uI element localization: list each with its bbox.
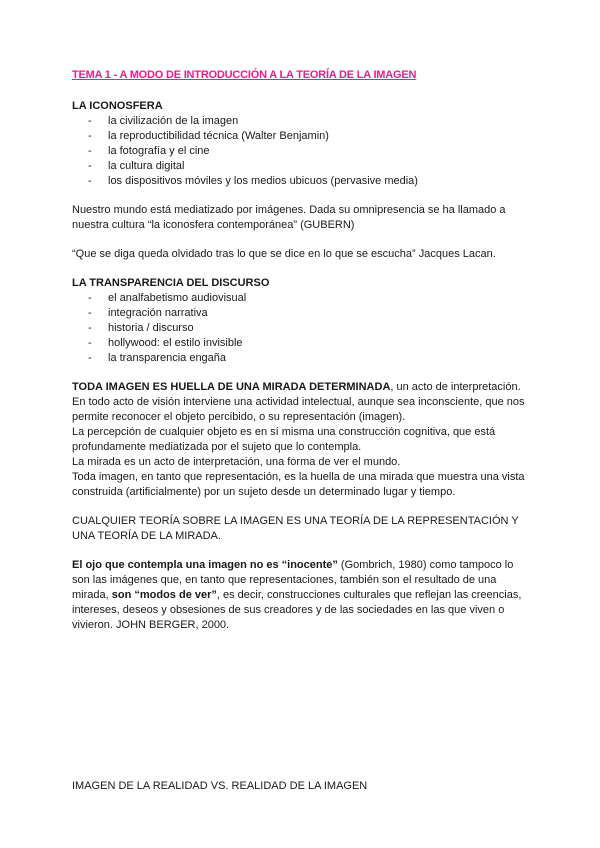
ojo-text-2: , es decir, construcciones culturales que reflejan las creencias, intereses, deseos y obsesiones de sus creadores y de las sociedades en las que viven o vivieron. JOHN BERGER, 2000. <box>72 589 522 631</box>
huella-line: Toda imagen, en tanto que representación, es la huella de una mirada que muestra una vista construida (artificialmente) por un sujeto desde un determinado lugar y tiempo. <box>72 471 525 498</box>
huella-line: En todo acto de visión interviene una actividad intelectual, aunque sea inconsciente, que nos permite reconocer el objeto percibido, o su representación (imagen). <box>72 396 525 423</box>
final-heading: IMAGEN DE LA REALIDAD VS. REALIDAD DE LA IMAGEN <box>72 780 368 792</box>
blank-space <box>72 647 532 779</box>
transparencia-list <box>72 291 532 366</box>
list-item: - el analfabetismo audiovisual <box>72 291 532 306</box>
huella-line: La percepción de cualquier objeto es en sí misma una construcción cognitiva, que está profundamente mediatizada por el sujeto que lo contempla. <box>72 426 496 453</box>
huella-line: La mirada es un acto de interpretación, una forma de ver el mundo. <box>72 456 401 468</box>
document-title: TEMA 1 - A MODO DE INTRODUCCIÓN A LA TEORÍA DE LA IMAGEN <box>72 69 417 81</box>
ojo-bold-2: son “modos de ver” <box>111 589 217 601</box>
list-item: - la reproductibilidad técnica (Walter Benjamin) <box>72 129 532 144</box>
huella-bold-lead: TODA IMAGEN ES HUELLA DE UNA MIRADA DETERMINADA <box>72 381 391 393</box>
list-item: - hollywood: el estilo invisible <box>72 336 532 351</box>
list-item: - la transparencia engaña <box>72 351 532 366</box>
ojo-bold-1: El ojo que contempla una imagen no es “inocente” <box>72 559 338 571</box>
paragraph-mundo: Nuestro mundo está mediatizado por imágenes. Dada su omnipresencia se ha llamado a nuestra cultura “la iconosfera contemporánea” (GUBERN) <box>72 204 506 231</box>
iconosfera-list <box>72 114 532 189</box>
list-item: - integración narrativa <box>72 306 532 321</box>
list-item: - historia / discurso <box>72 321 532 336</box>
ojo-text-1: (Gombrich, 1980) como tampoco lo son las imágenes que, en tanto que representaciones, también son el resultado de una mirada, <box>72 559 514 601</box>
section-heading-transparencia: LA TRANSPARENCIA DEL DISCURSO <box>72 277 270 289</box>
teoria-statement: CUALQUIER TEORÍA SOBRE LA IMAGEN ES UNA TEORÍA DE LA REPRESENTACIÓN Y UNA TEORÍA DE LA MIRADA. <box>72 515 519 542</box>
paragraph-huella <box>72 380 532 500</box>
list-item: - los dispositivos móviles y los medios ubicuos (pervasive media) <box>72 174 532 189</box>
huella-lead-rest: , un acto de interpretación. <box>390 381 521 393</box>
list-item: - la cultura digital <box>72 159 532 174</box>
section-heading-iconosfera: LA ICONOSFERA <box>72 100 163 112</box>
list-item: - la civilización de la imagen <box>72 114 532 129</box>
quote-lacan: “Que se diga queda olvidado tras lo que se dice en lo que se escucha” Jacques Lacan. <box>72 248 496 260</box>
paragraph-ojo <box>72 558 532 633</box>
list-item: - la fotografía y el cine <box>72 144 532 159</box>
page-content <box>72 68 532 794</box>
